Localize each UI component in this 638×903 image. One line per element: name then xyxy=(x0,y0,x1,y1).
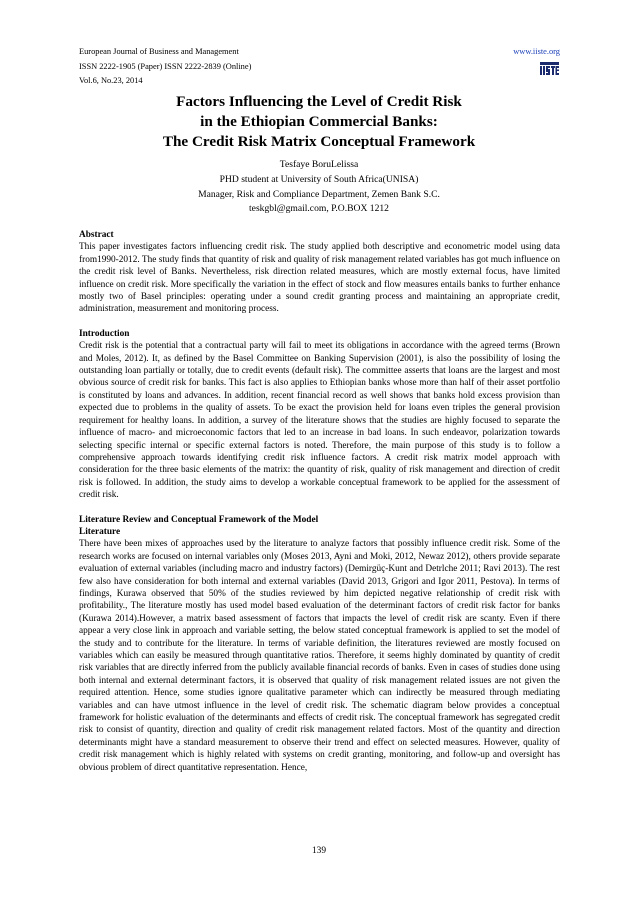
journal-header xyxy=(79,45,251,89)
abstract-text: This paper investigates factors influencing credit risk. The study applied both descriptive and econometric model using data from1990-2012. The study finds that quantity of risk and quality of risk management related variables has got much influence on the credit risk level of Banks. Nevertheless, risk direction related measures, which are mostly external focus, have limited influence on credit risk. More specifically the variation in the effect of stock and flow measures entails banks to further enhance mostly two of Basel principles: operating under a sound credit granting process and maintaining an appropriate credit, administration, measurement and monitoring process. xyxy=(79,242,560,315)
title-line-3: The Credit Risk Matrix Conceptual Framework xyxy=(162,133,476,150)
section-spacer xyxy=(79,502,560,514)
journal-issn: ISSN 2222-1905 (Paper) ISSN 2222-2839 (Online) xyxy=(79,61,252,71)
introduction-heading: Introduction xyxy=(79,328,130,339)
title-block xyxy=(60,92,578,217)
journal-url-link[interactable]: www.iiste.org xyxy=(513,47,560,56)
author-affiliation-2: Manager, Risk and Compliance Department, Zemen Bank S.C. xyxy=(198,188,440,200)
paper-title xyxy=(60,92,578,152)
author-block xyxy=(60,158,578,217)
literature-subheading: Literature xyxy=(79,526,121,537)
author-contact: teskgbl@gmail.com, P.O.BOX 1212 xyxy=(249,203,389,215)
title-line-1: Factors Influencing the Level of Credit Risk xyxy=(176,93,462,110)
section-spacer xyxy=(79,316,560,328)
page-number: 139 xyxy=(311,846,327,856)
journal-website xyxy=(513,45,560,60)
journal-name: European Journal of Business and Management xyxy=(79,47,239,56)
abstract-heading: Abstract xyxy=(79,230,114,240)
title-line-2: in the Ethiopian Commercial Banks: xyxy=(200,113,438,130)
paper-body xyxy=(79,229,560,774)
literature-heading: Literature Review and Conceptual Framework of the Model xyxy=(79,514,319,525)
author-name: Tesfaye BoruLelissa xyxy=(279,159,359,170)
introduction-text: Credit risk is the potential that a contractual party will fail to meet its obligations in accordance with the agreed terms (Brown and Moles, 2012). It, as defined by the Basel Committee on Banking Supervision (2001), is also the possibility of losing the outstanding loan partially or totally, due to credit events (default risk). The committee asserts that loans are the largest and most obvious source of credit risk for banks. This fact is also applies to Ethiopian banks whose more than half of their asset portfolio is constituted by loans and advances. In addition, recent financial record as well shows that banks hold excess provision than expected due to problems in the quality of assets. To be exact the provision held for loans even triples the general provision requirement for healthy loans. In addition, a survey of the literature shows that the studies are highly focused to separate the influence of macro- and microeconomic factors that led to an increase in bad loans. In such endeavor, polarization towards selecting specific internal or specific external factors is noted. Therefore, the main purpose of this study is to follow a comprehensive approach towards identifying credit risk influence factors. A credit risk matrix model approach with consideration for the three basic elements of the matrix: the quantity of risk, quality of risk management and direction of credit risk is followed. In addition, the study aims to develop a workable conceptual framework to be applied for the assessment of credit risk. xyxy=(79,341,560,501)
author-affiliation-1: PHD student at University of South Africa(UNISA) xyxy=(219,173,419,185)
literature-text: There have been mixes of approaches used by the literature to analyze factors that possibly influence credit risk. Some of the research works are focused on internal variables only (Moses 2013, Ayni and Moki, 2012, Newaz 2012), others provide separate evaluation of external variables (including macro and industry factors) (Demirgüç-Kunt and Detrlche 2011; Ravi 2013). The rest few also have consideration for both internal and external variables (David 2013, Grigori and Igor 2011, Pestova). In terms of findings, Kurawa observed that 50% of the studies reviewed by him depicted negative relationship of credit risk with profitability., The literature mostly has used model based evaluation of the determinant factors of credit risk factor for banks (Kurawa 2014).However, a matrix based assessment of factors that impacts the level of credit risk are scanty. Even if there appear a very close link in approach and variable setting, the below stated conceptual framework is applied to set the model of the study and to contribute for the literature. In terms of variable definition, the literatures reviewed are mostly focused on variables which can easily be measured through quantitative ratios. Therefore, it seems highly dominated by quantity of credit risk variables that are directly inferred from the publicly available financial records of banks. Even in cases of studies done using both internal and external determinant factors, it is observed that quality of risk management related issues are not given the required attention. Hence, some studies ignore qualitative parameter which can indirectly be measured through mediating variables and can have utmost influence in the level of credit risk. The schematic diagram below provides a conceptual framework for holistic evaluation of the determinants and effects of credit risk. The conceptual framework has segregated credit risk to consist of quantity, direction and quality of credit risk management related factors. Most of the quantity and direction determinants might have a standard measurement to observe their trend and effect on selected measures. However, quality of credit risk management which is highly related with systems on credit granting, monitoring, and follow-up and oversight has obvious problem of direct quantitative representation. Hence, xyxy=(79,539,560,773)
journal-volume: Vol.6, No.23, 2014 xyxy=(79,76,143,85)
iiste-logo-icon xyxy=(540,62,559,76)
